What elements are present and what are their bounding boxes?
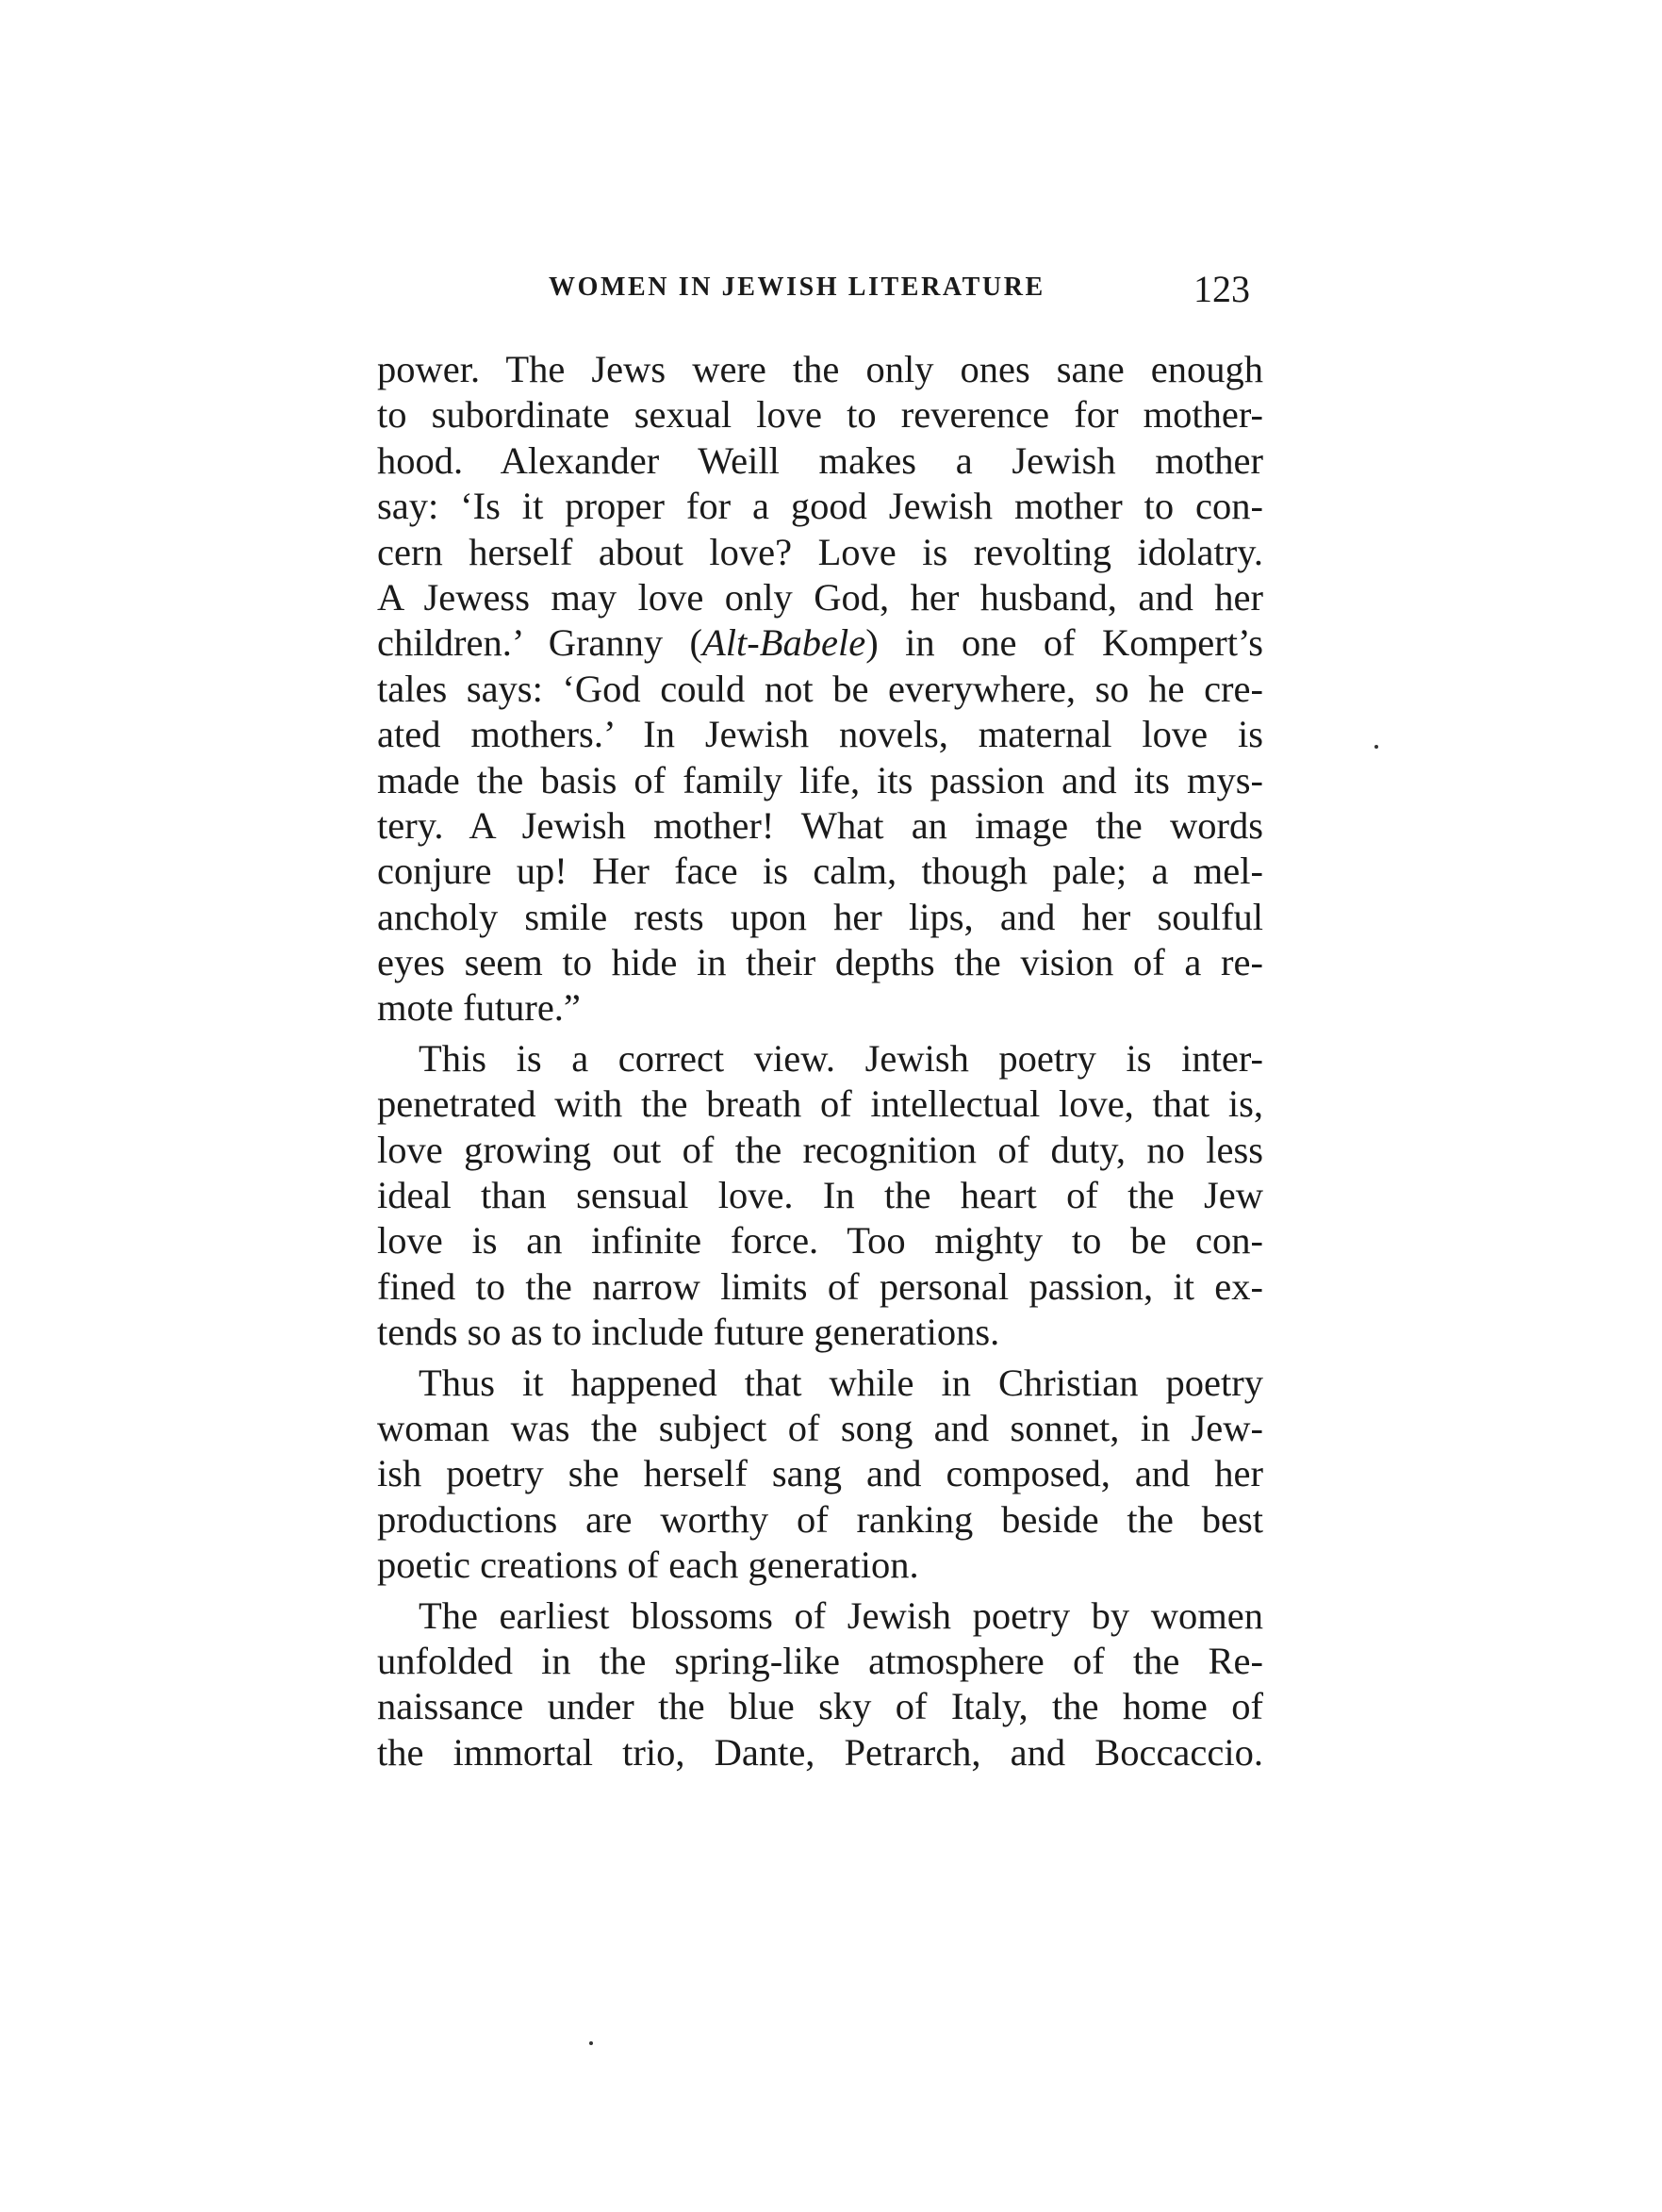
running-title: WOMEN IN JEWISH LITERATURE [549,272,1045,302]
text-line: The earliest blossoms of Jewish poetry by women [419,1593,1263,1637]
text-line: hood. Alexander Weill makes a Jewish mother [377,438,1263,482]
running-head [377,267,1263,314]
text-line: poetic creations of each generation. [377,1543,919,1587]
text-line: A Jewess may love only God, her husband, and her [377,575,1263,619]
page-number: 123 [1193,268,1250,310]
body-text [377,347,1263,1780]
text-line: ish poetry she herself sang and composed, and her [377,1452,1263,1495]
text-line: woman was the subject of song and sonnet, in Jew- [377,1406,1263,1449]
paragraph-2 [377,1036,1263,1356]
text-line: fined to the narrow limits of personal passion, it ex- [377,1264,1263,1308]
text-line: the immortal trio, Dante, Petrarch, and Boccaccio. [377,1730,1263,1774]
scan-speck [589,2041,593,2045]
text-line: naissance under the blue sky of Italy, the home of [377,1685,1263,1728]
text-line: productions are worthy of ranking beside the best [377,1497,1263,1541]
text-line: This is a correct view. Jewish poetry is inter- [419,1036,1263,1080]
text-line: love is an infinite force. Too mighty to be con- [377,1219,1263,1263]
text-line: tales says: ‘God could not be everywhere, so he cre- [377,667,1263,710]
text-line: unfolded in the spring-like atmosphere of the Re- [377,1639,1263,1682]
text-line: penetrated with the breath of intellectual love, that is, [377,1082,1263,1126]
text-line: ated mothers.’ In Jewish novels, maternal love is [377,713,1263,756]
text-line: children.’ Granny (Alt-Babele) in one of Kompert’s [377,621,1263,665]
text-line: power. The Jews were the only ones sane enough [377,348,1263,390]
text-line: conjure up! Her face is calm, though pale; a mel- [377,850,1263,893]
text-line: tery. A Jewish mother! What an image the words [377,803,1263,847]
text-line: eyes seem to hide in their depths the vision of a re- [377,941,1263,984]
text-line: to subordinate sexual love to reverence for mother- [377,393,1263,437]
text-line: ancholy smile rests upon her lips, and her soulful [377,895,1263,938]
text-line: tends so as to include future generations. [377,1311,1000,1354]
text-line: ideal than sensual love. In the heart of the Jew [377,1174,1263,1217]
text-line: love growing out of the recognition of duty, no less [377,1128,1263,1171]
text-line: Thus it happened that while in Christian poetry [419,1361,1263,1404]
text-line: made the basis of family life, its passion and its mys- [377,758,1263,801]
scan-speck [1374,745,1378,749]
text-line: say: ‘Is it proper for a good Jewish mother to con- [377,485,1263,528]
text-line: cern herself about love? Love is revolting idolatry. [377,530,1263,573]
paragraph-1 [377,347,1263,1032]
paragraph-3 [377,1361,1263,1589]
text-line: mote future.” [377,986,581,1030]
italic-title: Alt-Babele [702,621,866,665]
paragraph-4 [377,1593,1263,1776]
